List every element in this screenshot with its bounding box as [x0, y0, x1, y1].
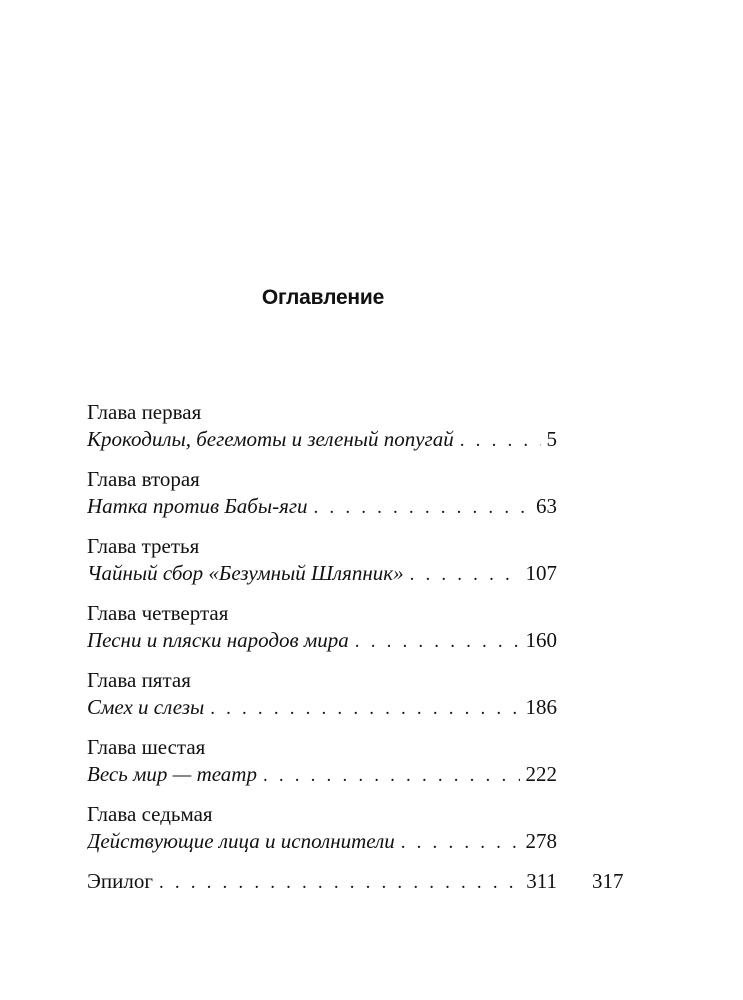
- dot-leader: [210, 695, 519, 721]
- chapter-title: Песни и пляски народов мира: [87, 628, 349, 652]
- chapter-heading: Глава третья: [87, 534, 200, 558]
- toc-chapter-7: [87, 801, 557, 855]
- toc-chapter-3: [87, 533, 557, 587]
- dot-leader: [410, 561, 520, 587]
- table-of-contents: [87, 399, 557, 908]
- chapter-title: Натка против Бабы-яги: [87, 494, 308, 518]
- toc-chapter-6: [87, 734, 557, 788]
- dot-leader: [263, 762, 520, 788]
- toc-epilogue: [87, 868, 557, 895]
- chapter-page: 63: [536, 494, 557, 518]
- page-title: Оглавление: [261, 286, 385, 309]
- chapter-heading: Глава шестая: [87, 735, 206, 759]
- toc-entry: [87, 493, 557, 520]
- chapter-title: Чайный сбор «Безумный Шляпник»: [87, 561, 404, 585]
- toc-chapter-2: [87, 466, 557, 520]
- chapter-page: 160: [525, 628, 557, 652]
- chapter-heading: Глава вторая: [87, 467, 200, 491]
- epilogue-title: Эпилог: [87, 869, 153, 893]
- dot-leader: [159, 869, 520, 895]
- toc-entry: [87, 694, 557, 721]
- dot-leader: [401, 829, 520, 855]
- toc-chapter-1: [87, 399, 557, 453]
- chapter-title: Крокодилы, бегемоты и зеленый попугай: [87, 427, 454, 451]
- dot-leader: [355, 628, 520, 654]
- chapter-heading: Глава четвертая: [87, 601, 229, 625]
- toc-entry: [87, 761, 557, 788]
- toc-entry: [87, 426, 557, 453]
- chapter-page: 222: [525, 762, 557, 786]
- dot-leader: [460, 427, 541, 453]
- chapter-title: Смех и слезы: [87, 695, 205, 719]
- toc-entry: [87, 828, 557, 855]
- chapter-title: Действующие лица и исполнители: [87, 829, 395, 853]
- toc-entry: [87, 868, 557, 895]
- chapter-heading: Глава седьмая: [87, 802, 213, 826]
- dot-leader: [314, 494, 530, 520]
- chapter-heading: Глава пятая: [87, 668, 191, 692]
- page-number: 317: [592, 869, 624, 893]
- toc-entry: [87, 560, 557, 587]
- toc-chapter-4: [87, 600, 557, 654]
- chapter-page: 5: [546, 427, 557, 451]
- epilogue-page: 311: [526, 869, 557, 893]
- toc-entry: [87, 627, 557, 654]
- chapter-title: Весь мир — театр: [87, 762, 257, 786]
- chapter-page: 186: [525, 695, 557, 719]
- toc-chapter-5: [87, 667, 557, 721]
- chapter-page: 278: [525, 829, 557, 853]
- chapter-page: 107: [525, 561, 557, 585]
- chapter-heading: Глава первая: [87, 400, 202, 424]
